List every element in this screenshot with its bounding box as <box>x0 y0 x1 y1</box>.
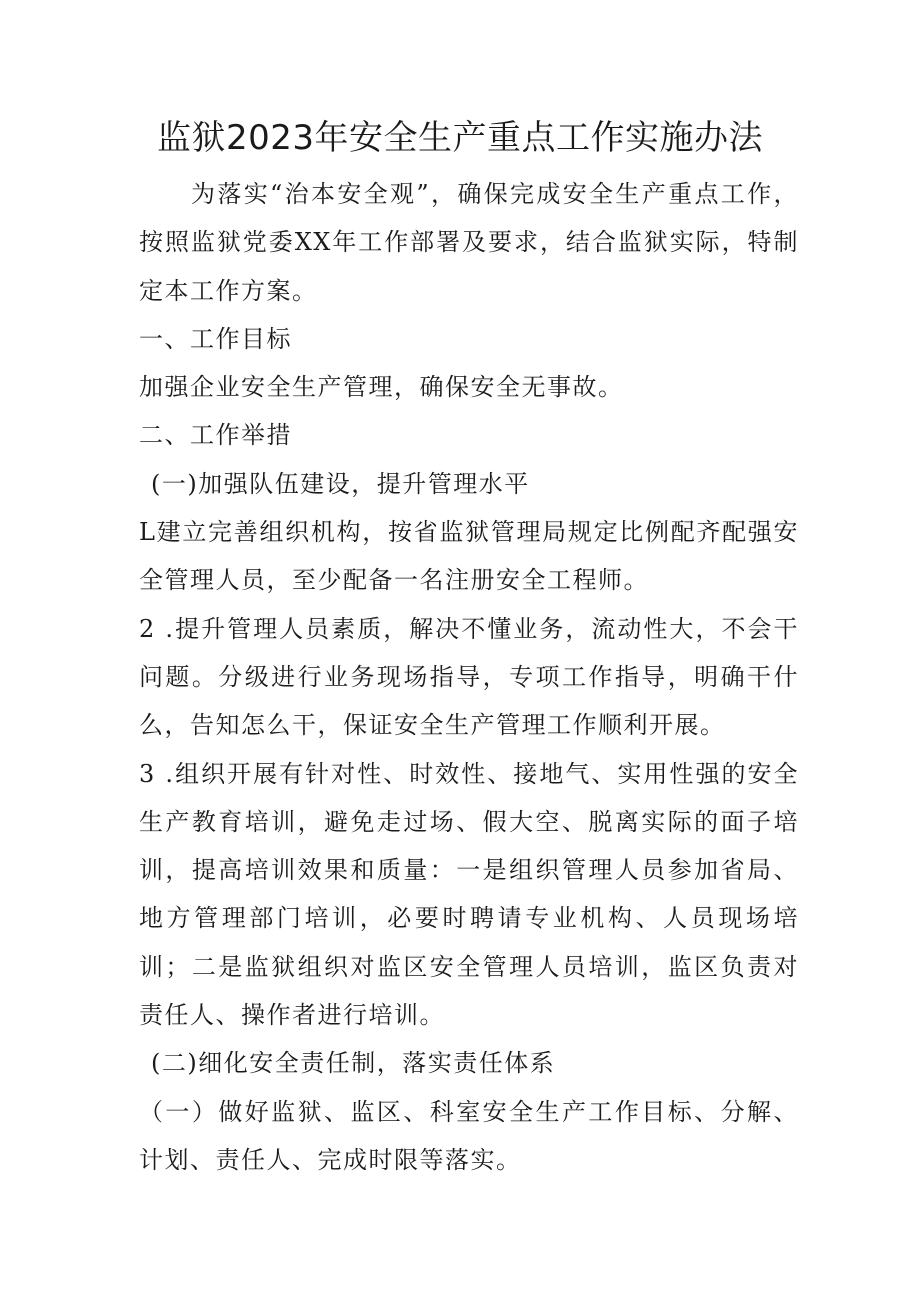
section-heading-goal: 一、工作目标 <box>139 324 292 353</box>
goal-paragraph: 加强企业安全生产管理，确保安全无事故。 <box>139 373 624 402</box>
list-item-3: 3 .组织开展有针对性、时效性、接地气、实用性强的安全生产教育培训，避免走过场、假大空、脱离实际的面子培训，提高培训效果和质量：一是组织管理人员参加省局、地方管理部门培训，必要时聘请专业机构、人员现场培训；二是监狱组织对监区安全管理人员培训，监区负责对责任人、操作者进行培训。 <box>139 759 799 1030</box>
intro-paragraph: 为落实“治本安全观”，确保完成安全生产重点工作，按照监狱党委XX年工作部署及要求，结合监狱实际，特制定本工作方案。 <box>139 180 799 305</box>
subsection-heading-team: (一)加强队伍建设，提升管理水平 <box>151 469 530 498</box>
document-body <box>139 170 799 1184</box>
section-heading-measures: 二、工作举措 <box>139 421 292 450</box>
list-item-1: L建立完善组织机构，按省监狱管理局规定比例配齐配强安全管理人员，至少配备一名注册安全工程师。 <box>139 518 799 595</box>
list-item-2: 2 .提升管理人员素质，解决不懂业务，流动性大，不会干问题。分级进行业务现场指导，专项工作指导，明确干什么，告知怎么干，保证安全生产管理工作顺利开展。 <box>139 614 799 740</box>
responsibility-paragraph: （一）做好监狱、监区、科室安全生产工作目标、分解、计划、责任人、完成时限等落实。 <box>139 1097 799 1174</box>
subsection-heading-responsibility: (二)细化安全责任制，落实责任体系 <box>151 1049 556 1078</box>
document-title: 监狱2023年安全生产重点工作实施办法 <box>156 118 764 158</box>
